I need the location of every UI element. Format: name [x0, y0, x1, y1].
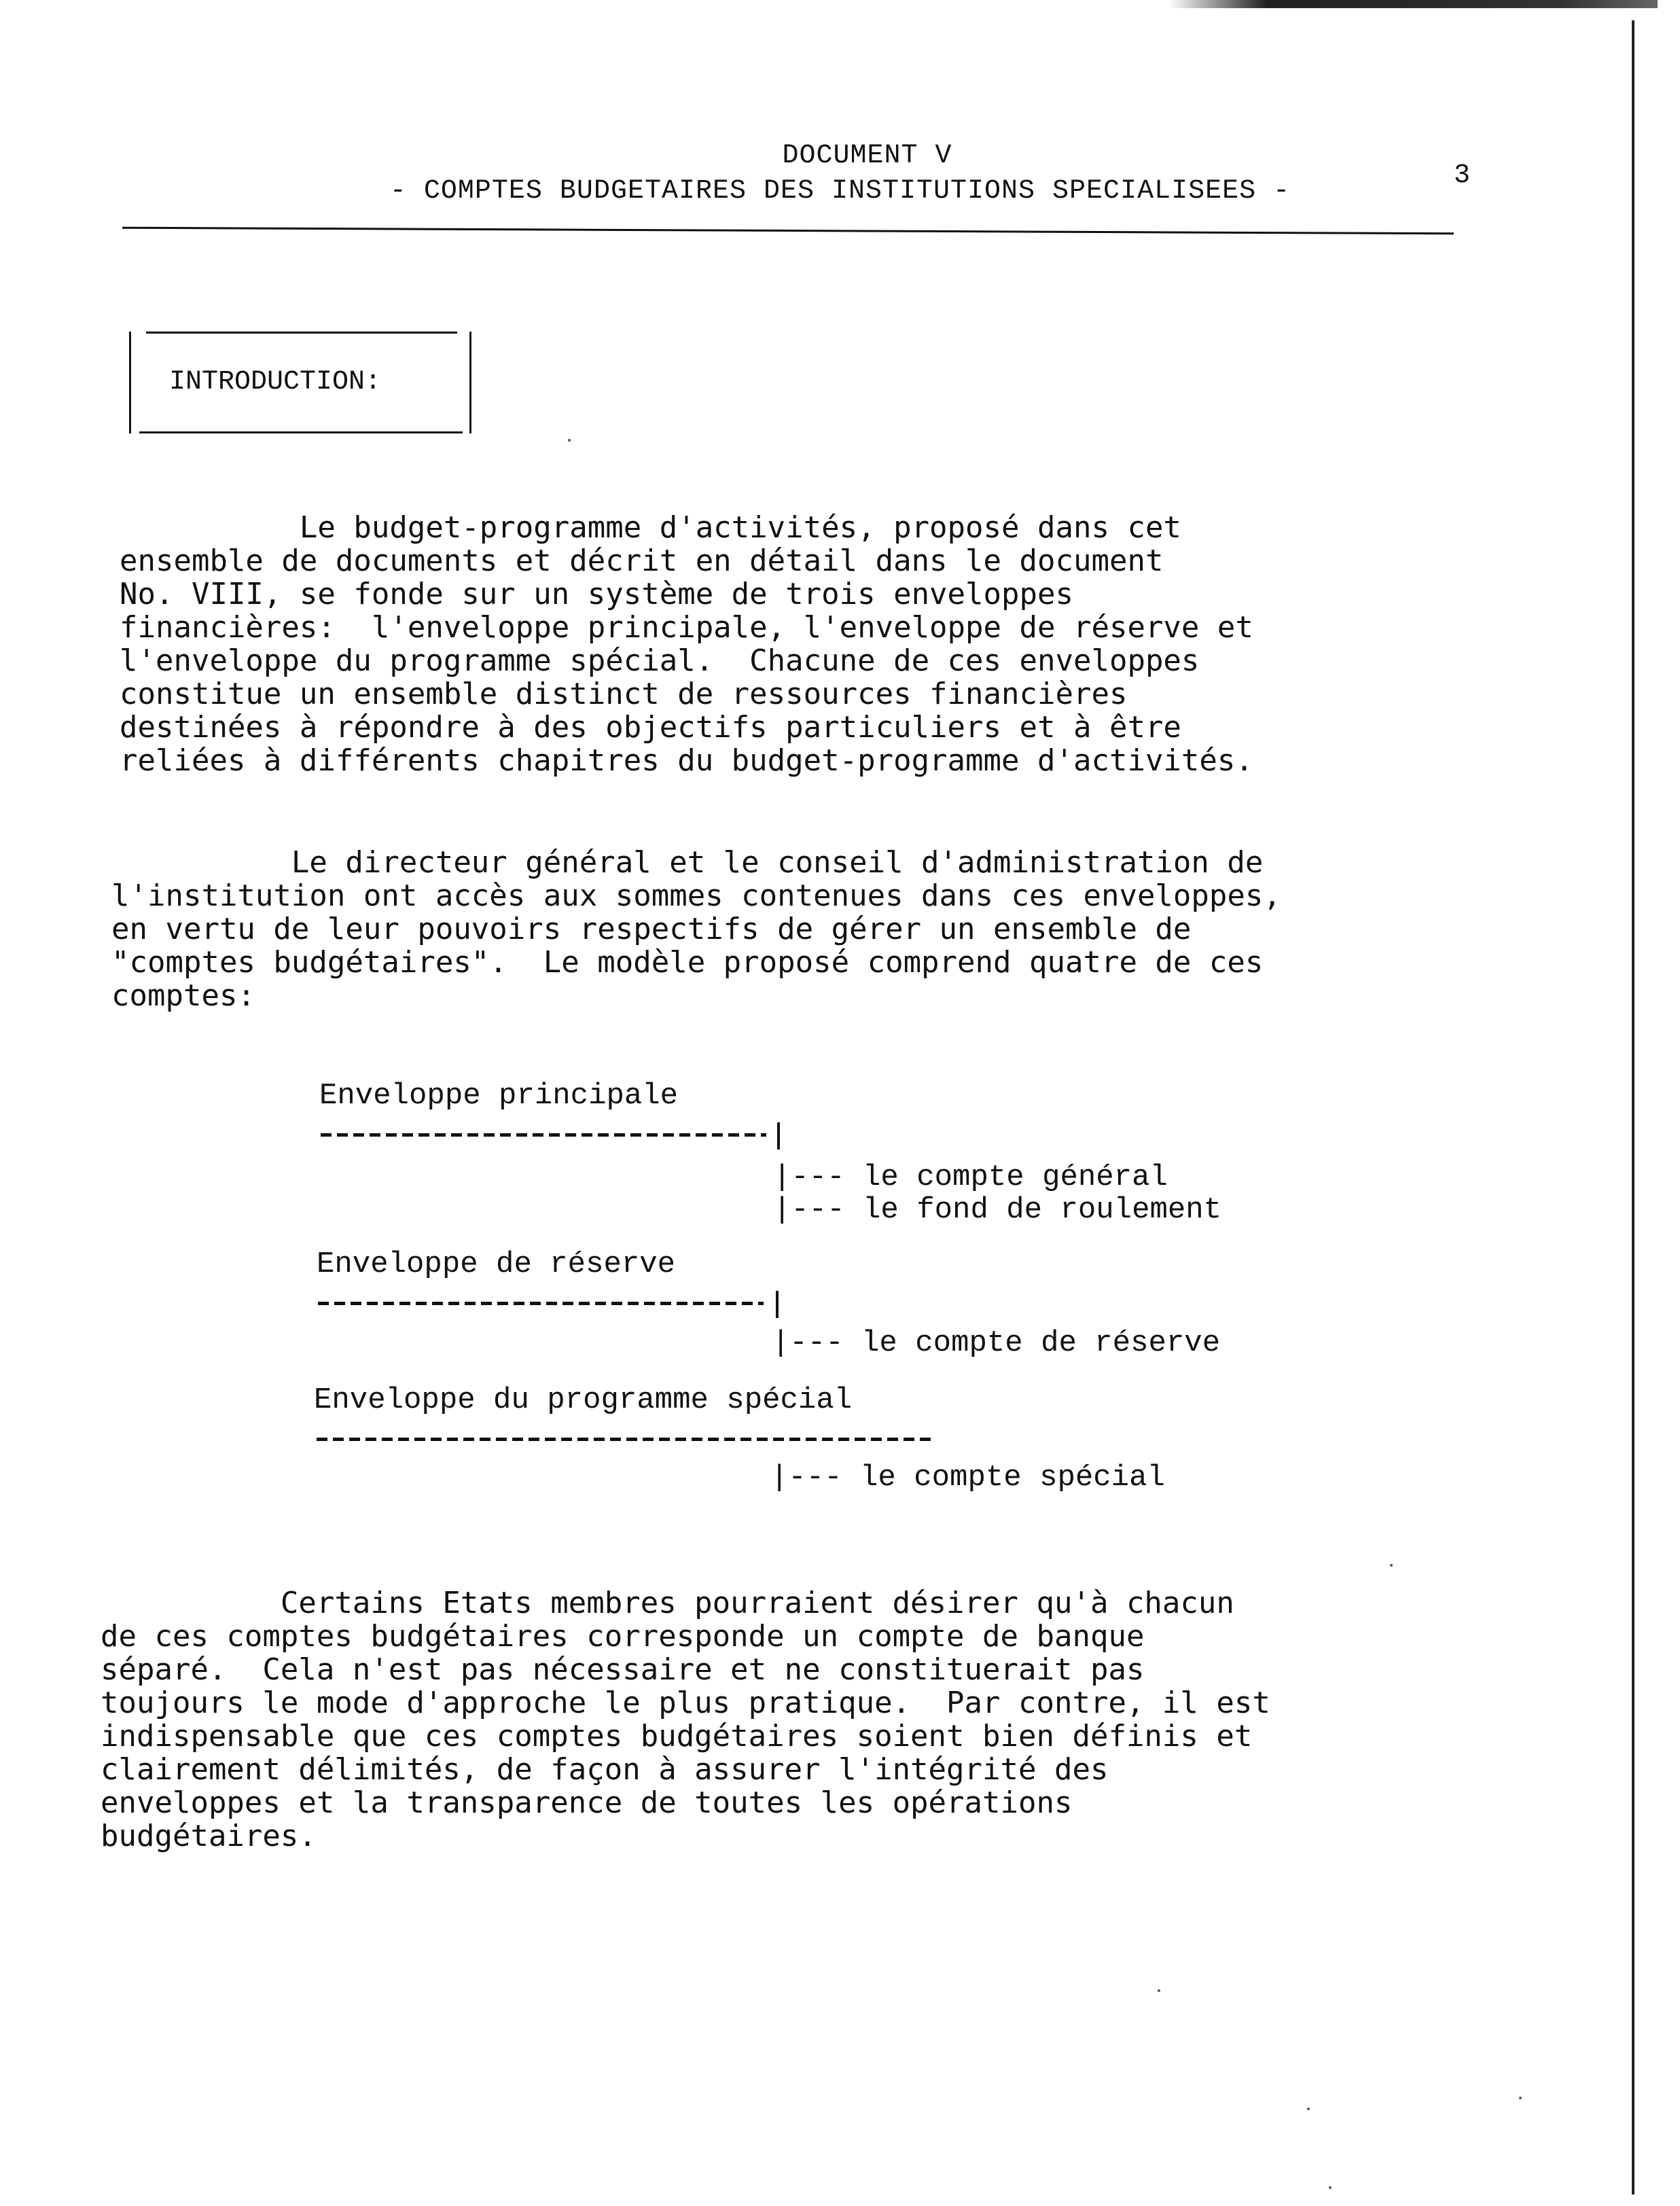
paragraph-3: Certains Etats membres pourraient désirer qu'à chacun de ces comptes budgétaires corresponde un compte de banque séparé. Cela n'est pas nécessaire et ne constituerait pas toujours le mode d'approche le plus pratique. Par contre, il est indispensable que ces comptes budgétaires soient bien définis et clairement délimités, de façon à assurer l'intégrité des enveloppes et la transparence de toutes les opérations budgétaires.: [101, 1586, 1270, 1853]
envelope-label: Enveloppe du programme spécial: [314, 1383, 853, 1417]
scan-edge-artifact: [1168, 0, 1658, 8]
scan-speck: [1158, 1989, 1160, 1992]
document-header: [0, 140, 1680, 208]
header-rule: [122, 227, 1454, 235]
envelope-dash-line: [318, 1302, 764, 1305]
account-line: |--- le compte de réserve: [772, 1326, 1221, 1360]
scan-speck: [1390, 1564, 1393, 1567]
scan-speck: [1329, 2186, 1332, 2189]
connector-bar: [776, 1291, 779, 1318]
account-line: |--- le compte général: [773, 1160, 1168, 1194]
document-subtitle: - COMPTES BUDGETAIRES DES INSTITUTIONS SPECIALISEES -: [389, 176, 1291, 207]
intro-heading: INTRODUCTION:: [169, 367, 382, 397]
scan-edge-artifact: [1632, 20, 1634, 2194]
intro-heading-box: [129, 332, 471, 433]
envelope-dash-line: [317, 1438, 932, 1441]
envelope-label: Enveloppe principale: [319, 1079, 679, 1113]
account-line: |--- le compte spécial: [770, 1461, 1165, 1495]
paragraph-1: Le budget-programme d'activités, proposé dans cet ensemble de documents et décrit en détail dans le document No. VIII, se fonde sur un système de trois enveloppes financières: l'enveloppe principale, l'enveloppe de réserve et l'enveloppe du programme spécial. Chacune de ces enveloppes constitue un ensemble distinct de ressources financières destinées à répondre à des objectifs particuliers et à être reliées à différents chapitres du budget-programme d'activités.: [120, 510, 1253, 778]
scan-speck: [1307, 2107, 1310, 2110]
paragraph-2: Le directeur général et le conseil d'administration de l'institution ont accès aux sommes contenues dans ces enveloppes, en vertu de leur pouvoirs respectifs de gérer un ensemble de "comptes budgétaires". Le modèle proposé comprend quatre de ces comptes:: [111, 845, 1281, 1013]
account-line: |--- le fond de roulement: [773, 1193, 1222, 1227]
scan-speck: [1519, 2097, 1522, 2099]
page-number: 3: [1454, 160, 1471, 191]
connector-bar: [777, 1122, 780, 1150]
envelope-dash-line: [321, 1133, 766, 1137]
document-title: DOCUMENT V: [782, 141, 952, 171]
envelope-label: Enveloppe de réserve: [317, 1247, 676, 1281]
scan-speck: [568, 439, 571, 442]
